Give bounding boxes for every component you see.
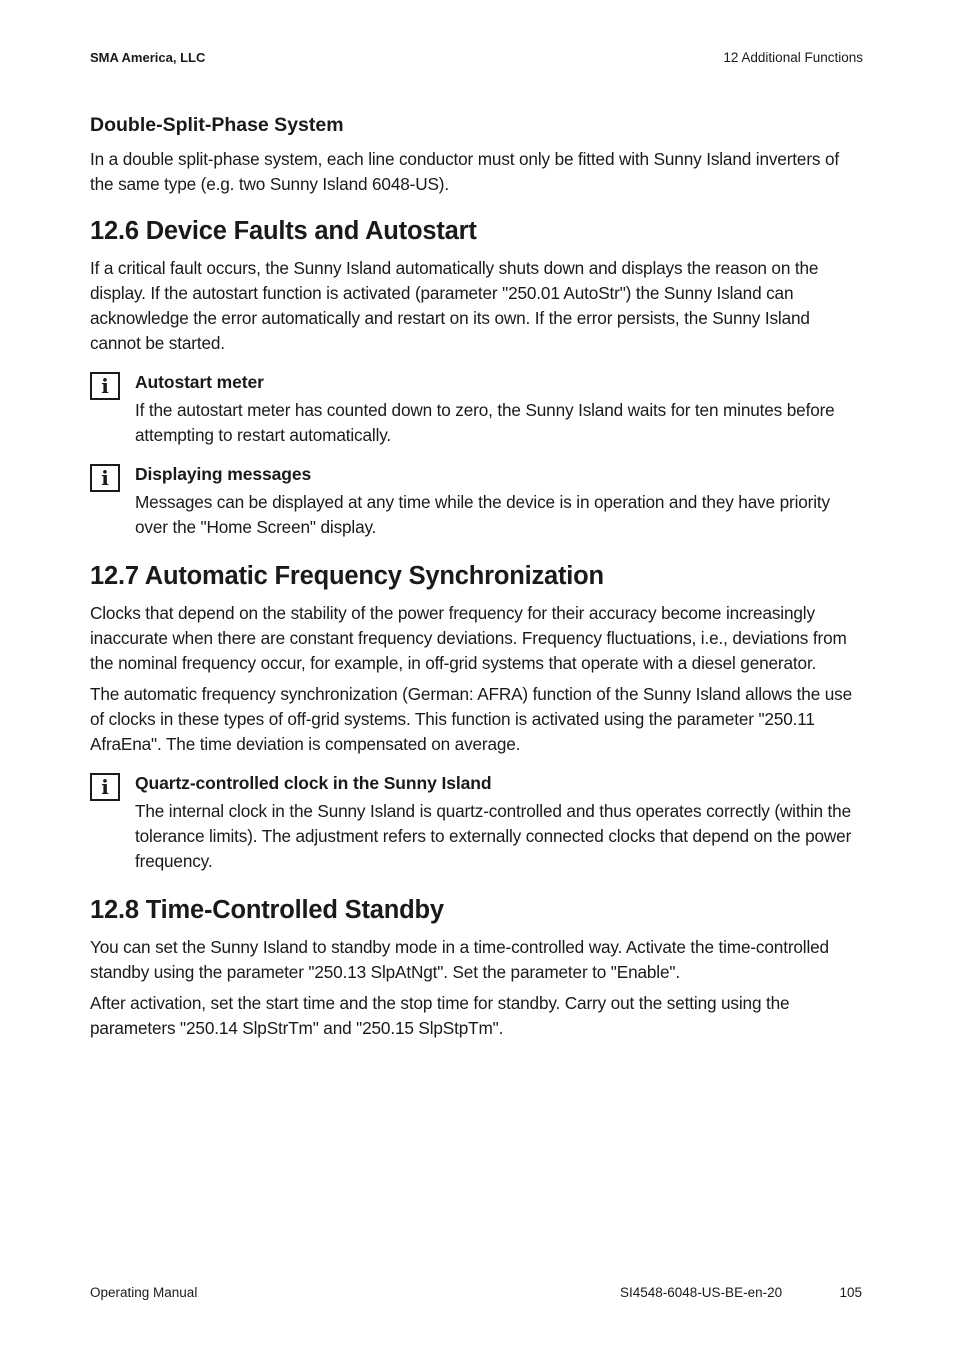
section-12-7-paragraph-2: The automatic frequency synchronization (German: AFRA) function of the Sunny Island allows the use of clocks in these types of off-grid systems. This function is activated using the parameter "250.11 AfraEna". The time deviation is compensated on average.: [90, 684, 853, 754]
double-split-phase-text: In a double split-phase system, each line conductor must only be fitted with Sunny Island inverters of the same type (e.g. two Sunny Island 6048-US).: [90, 149, 839, 194]
header-chapter: 12 Additional Functions: [723, 50, 863, 65]
section-12-8-paragraph-2: After activation, set the start time and the stop time for standby. Carry out the setting using the parameters "250.14 SlpStrTm" and "250.15 SlpStpTm".: [90, 993, 790, 1038]
note-title: Autostart meter: [135, 372, 264, 392]
note-text: If the autostart meter has counted down to zero, the Sunny Island waits for ten minutes before attempting to restart automatically.: [135, 400, 835, 445]
page-content: [90, 112, 862, 1047]
note-displaying-messages: [90, 462, 862, 540]
note-title: Quartz-controlled clock in the Sunny Island: [135, 773, 492, 793]
section-12-8-paragraph-1: You can set the Sunny Island to standby mode in a time-controlled way. Activate the time-controlled standby using the parameter "250.13 SlpAtNgt". Set the parameter to "Enable".: [90, 937, 829, 982]
note-quartz-clock: [90, 771, 862, 874]
footer-doc-id: SI4548-6048-US-BE-en-20: [620, 1285, 783, 1300]
header-company: SMA America, LLC: [90, 50, 206, 65]
section-12-7-heading: 12.7 Automatic Frequency Synchronization: [90, 562, 604, 590]
section-12-7-paragraph-1: Clocks that depend on the stability of the power frequency for their accuracy become increasingly inaccurate when there are constant frequency deviations. Frequency fluctuations, i.e., deviations from the nominal frequency occur, for example, in off-grid systems that operate with a diesel generator.: [90, 603, 847, 673]
section-12-6-heading: 12.6 Device Faults and Autostart: [90, 217, 477, 245]
info-icon: i: [90, 372, 120, 400]
footer-manual: Operating Manual: [90, 1285, 198, 1300]
note-autostart-meter: [90, 370, 862, 448]
footer-page-number: 105: [839, 1285, 862, 1300]
note-text: The internal clock in the Sunny Island is quartz-controlled and thus operates correctly (within the tolerance limits). The adjustment refers to externally connected clocks that depend on the power frequency.: [135, 801, 852, 871]
info-icon: i: [90, 464, 120, 492]
info-icon: i: [90, 773, 120, 801]
note-text: Messages can be displayed at any time while the device is in operation and they have priority over the "Home Screen" display.: [135, 492, 830, 537]
double-split-phase-heading: Double-Split-Phase System: [90, 114, 344, 136]
note-title: Displaying messages: [135, 464, 312, 484]
section-12-6-text: If a critical fault occurs, the Sunny Island automatically shuts down and displays the reason on the display. If the autostart function is activated (parameter "250.01 AutoStr") the Sunny Island can acknowledge the error automatically and restart on its own. If the error persists, the Sunny Island cannot be started.: [90, 258, 819, 353]
section-12-8-heading: 12.8 Time-Controlled Standby: [90, 896, 444, 924]
